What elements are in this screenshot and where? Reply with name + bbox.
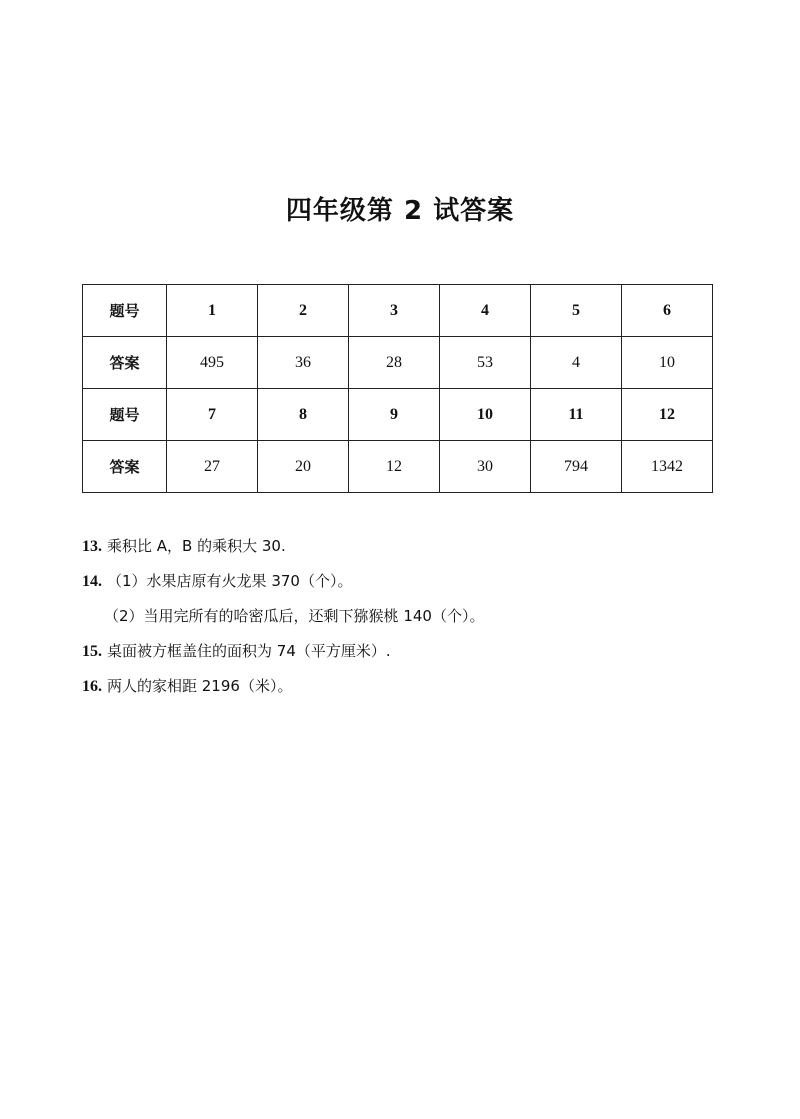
question-number-cell: 1 bbox=[167, 285, 258, 337]
answer-text: 两人的家相距 2196（米）。 bbox=[107, 677, 293, 695]
answer-cell: 10 bbox=[622, 337, 713, 389]
question-number-cell: 10 bbox=[440, 389, 531, 441]
answer-text: 乘积比 A，B 的乘积大 30. bbox=[107, 537, 286, 555]
question-number-cell: 4 bbox=[440, 285, 531, 337]
answer-cell: 4 bbox=[531, 337, 622, 389]
answer-14-part-1 bbox=[82, 571, 722, 591]
question-number-cell: 9 bbox=[349, 389, 440, 441]
page-title: 四年级第 2 试答案 bbox=[285, 196, 515, 226]
question-number-cell: 6 bbox=[622, 285, 713, 337]
answer-text: 桌面被方框盖住的面积为 74（平方厘米）. bbox=[107, 642, 391, 660]
question-number: 14. bbox=[82, 573, 102, 590]
answer-15 bbox=[82, 641, 722, 661]
answer-14-part-2 bbox=[82, 606, 722, 626]
answer-16 bbox=[82, 676, 722, 696]
question-number-cell: 11 bbox=[531, 389, 622, 441]
question-number-cell: 2 bbox=[258, 285, 349, 337]
question-number-cell: 8 bbox=[258, 389, 349, 441]
question-number-cell: 12 bbox=[622, 389, 713, 441]
row-label: 题号 bbox=[83, 389, 167, 441]
answer-cell: 27 bbox=[167, 441, 258, 493]
answer-cell: 53 bbox=[440, 337, 531, 389]
answer-cell: 28 bbox=[349, 337, 440, 389]
answer-table bbox=[82, 284, 713, 493]
question-number-cell: 7 bbox=[167, 389, 258, 441]
answer-cell: 1342 bbox=[622, 441, 713, 493]
row-label: 答案 bbox=[83, 441, 167, 493]
answer-cell: 495 bbox=[167, 337, 258, 389]
row-label: 题号 bbox=[83, 285, 167, 337]
table-row bbox=[83, 441, 713, 493]
answer-cell: 20 bbox=[258, 441, 349, 493]
row-label: 答案 bbox=[83, 337, 167, 389]
table-row bbox=[83, 285, 713, 337]
answer-cell: 12 bbox=[349, 441, 440, 493]
question-number: 15. bbox=[82, 643, 102, 660]
answer-cell: 30 bbox=[440, 441, 531, 493]
question-number: 13. bbox=[82, 538, 102, 555]
answer-cell: 36 bbox=[258, 337, 349, 389]
question-number-cell: 3 bbox=[349, 285, 440, 337]
table-row bbox=[83, 337, 713, 389]
question-number: 16. bbox=[82, 678, 102, 695]
answer-text: （2）当用完所有的哈密瓜后，还剩下猕猴桃 140（个）。 bbox=[104, 607, 485, 625]
question-number-cell: 5 bbox=[531, 285, 622, 337]
answer-list bbox=[82, 536, 722, 711]
answer-13 bbox=[82, 536, 722, 556]
table-row bbox=[83, 389, 713, 441]
answer-cell: 794 bbox=[531, 441, 622, 493]
answer-text: （1）水果店原有火龙果 370（个）。 bbox=[107, 572, 353, 590]
